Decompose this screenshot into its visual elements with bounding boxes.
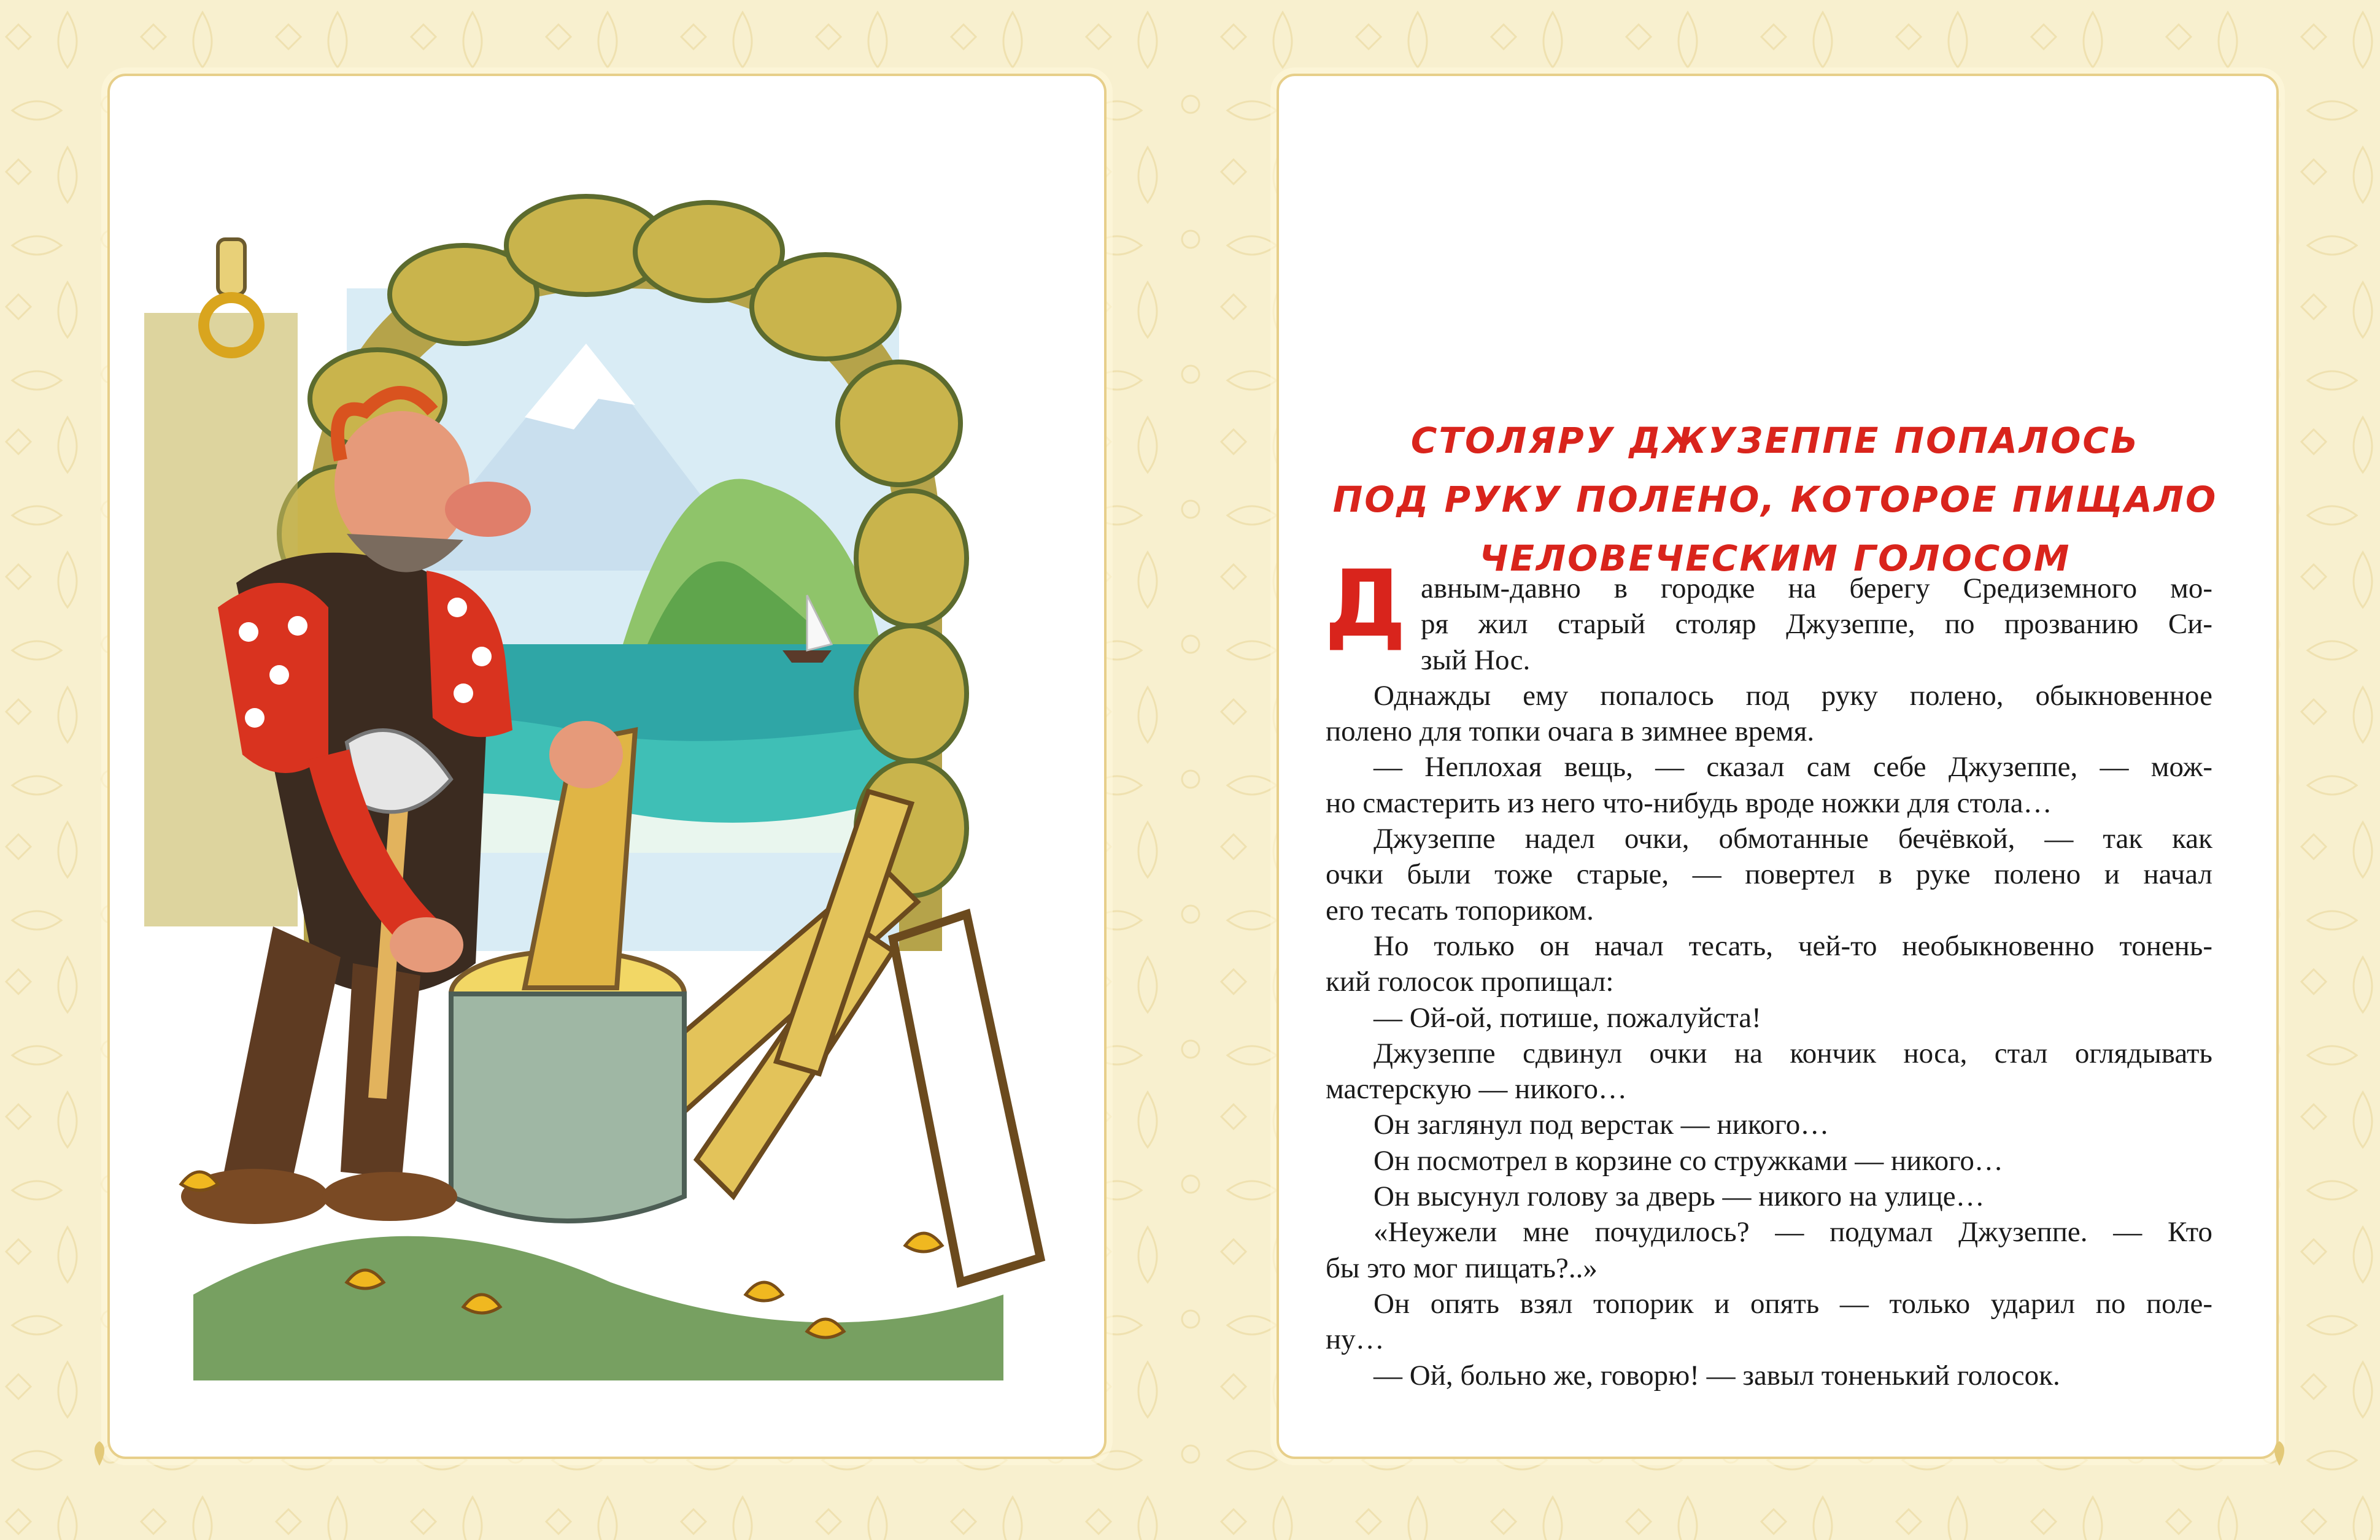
- story-line: «Неужели мне почудилось? — подумал Джузеппе. — Кто: [1374, 1216, 2212, 1249]
- chapter-title-line: ЧЕЛОВЕЧЕСКИМ ГОЛОСОМ: [1479, 537, 2071, 579]
- story-line: зый Нос.: [1421, 644, 1531, 676]
- story-line: авным-давно в городке на берегу Средиземного мо-: [1421, 572, 2212, 604]
- page-ornament-icon-left: [85, 1439, 114, 1468]
- story-line: мастерскую — никого…: [1326, 1073, 1628, 1106]
- story-line: кий голосок пропищал:: [1326, 966, 1614, 998]
- story-line: бы это мог пищать?..»: [1326, 1252, 1598, 1284]
- story-line: Джузеппе надел очки, обмотанные бечёвкой, — так как: [1374, 823, 2212, 855]
- story-line: Он посмотрел в корзине со стружками — никого…: [1374, 1144, 2003, 1177]
- drop-cap-letter: Д: [1324, 551, 1407, 658]
- story-line: ря жил старый столяр Джузеппе, по прозванию Си-: [1421, 608, 2212, 641]
- story-line: полено для топки очага в зимнее время.: [1326, 715, 1815, 748]
- story-line: Он заглянул под верстак — никого…: [1374, 1109, 1829, 1141]
- story-line: — Ой-ой, потише, пожалуйста!: [1374, 1001, 1761, 1034]
- story-line: его тесать топориком.: [1326, 894, 1594, 926]
- story-line: Он опять взял топорик и опять — только ударил по поле-: [1374, 1287, 2212, 1320]
- story-line: Джузеппе сдвинул очки на кончик носа, стал оглядывать: [1374, 1037, 2212, 1069]
- chapter-title-line: СТОЛЯРУ ДЖУЗЕППЕ ПОПАЛОСЬ: [1410, 420, 2140, 461]
- story-line: — Ой, больно же, говорю! — завыл тоненький голосок.: [1374, 1359, 2060, 1392]
- page-ornament-icon-right: [2265, 1439, 2294, 1468]
- chapter-title: [1295, 411, 2255, 588]
- story-text: [1326, 571, 2212, 1393]
- story-line: — Неплохая вещь, — сказал сам себе Джузеппе, — мож-: [1374, 751, 2212, 783]
- chapter-title-line: ПОД РУКУ ПОЛЕНО, КОТОРОЕ ПИЩАЛО: [1332, 479, 2218, 520]
- story-line: Однажды ему попалось под руку полено, обыкновенное: [1374, 679, 2212, 712]
- story-line: очки были тоже старые, — повертел в руке полено и начал: [1326, 858, 2212, 891]
- story-line: ну…: [1326, 1323, 1385, 1356]
- story-line: Но только он начал тесать, чей-то необыкновенно тонень-: [1374, 930, 2212, 962]
- story-line: но смастерить из него что-нибудь вроде ножки для стола…: [1326, 787, 2052, 819]
- carpenter-illustration: [144, 141, 1065, 1380]
- story-line: Он высунул голову за дверь — никого на улице…: [1374, 1180, 1985, 1213]
